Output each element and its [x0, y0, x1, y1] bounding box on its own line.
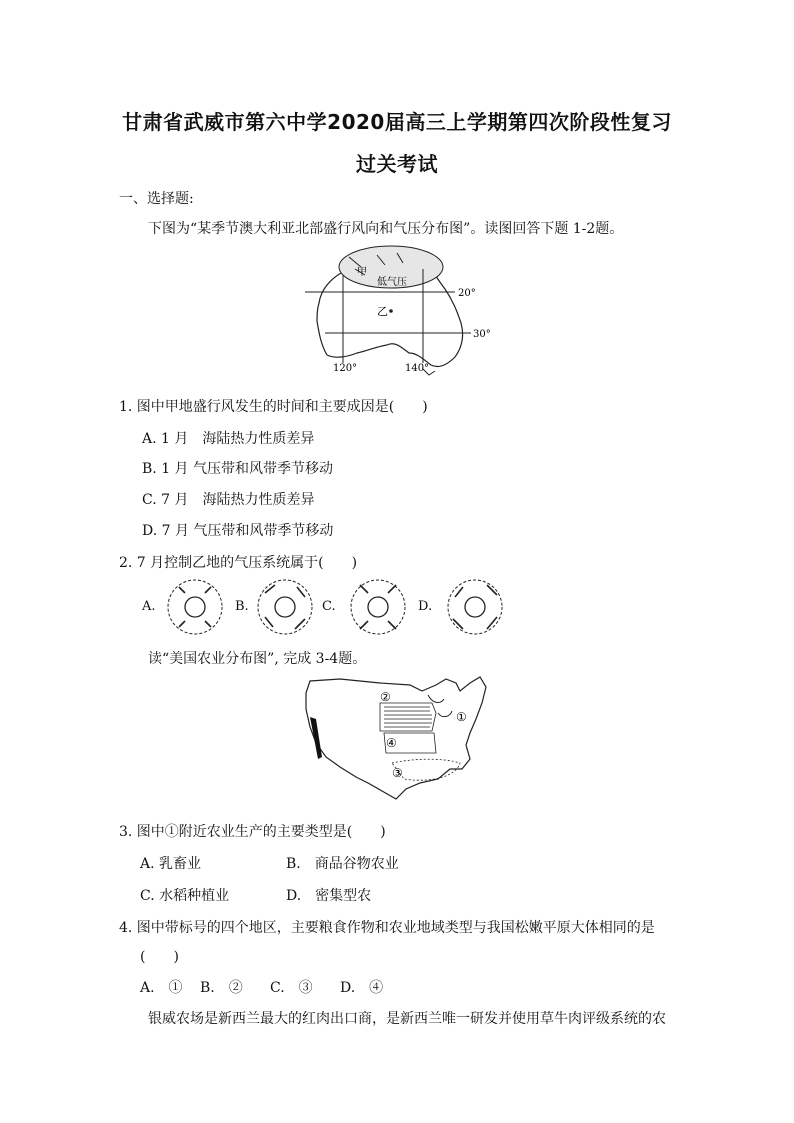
question-1-option-a[interactable]: A. 1 月 海陆热力性质差异 [142, 431, 315, 447]
question-2-stem: 2. 7 月控制乙地的气压系统属于( ) [119, 555, 358, 571]
section-heading: 一、选择题: [119, 191, 194, 207]
question-4-stem: 4. 图中带标号的四个地区，主要粮食作物和农业地域类型与我国松嫩平原大体相同的是 [119, 920, 655, 936]
page-title-line2: 过关考试 [356, 152, 438, 176]
next-passage-text: 银威农场是新西兰最大的红肉出口商，是新西兰唯一研发并使用草牛肉评级系统的农 [148, 1011, 666, 1027]
page-title-line1: 甘肃省武威市第六中学2020届高三上学期第四次阶段性复习 [122, 110, 672, 134]
map2-marker-3: ③ [392, 766, 403, 780]
intro-paragraph-2: 读“美国农业分布图”, 完成 3-4题。 [148, 651, 367, 667]
question-3-stem: 3. 图中①附近农业生产的主要类型是( ) [119, 824, 386, 840]
question-2-option-a[interactable]: A. [142, 599, 156, 614]
pressure-system-a-diagram [165, 577, 225, 637]
map2-marker-1: ① [456, 710, 467, 724]
map2-marker-4: ④ [386, 736, 397, 750]
question-3-option-d[interactable]: D. 密集型农 [286, 888, 372, 904]
map1-label-low: 低气压 [377, 277, 407, 288]
question-3-option-b[interactable]: B. 商品谷物农业 [286, 856, 399, 872]
question-2-option-d[interactable]: D. [418, 599, 433, 614]
intro-paragraph-1: 下图为“某季节澳大利亚北部盛行风向和气压分布图”。读图回答下题 1-2题。 [148, 221, 624, 237]
map1-lat-30: 30° [473, 329, 491, 340]
map1-lat-20: 20° [458, 288, 476, 299]
question-4-paren: ( ) [140, 949, 179, 965]
map2-marker-2: ② [380, 690, 391, 704]
question-1-option-d[interactable]: D. 7 月 气压带和风带季节移动 [142, 523, 334, 539]
question-4-option-a[interactable]: A. ① [140, 980, 183, 996]
question-1-option-b[interactable]: B. 1 月 气压带和风带季节移动 [142, 461, 333, 477]
question-4-option-b[interactable]: B. ② [200, 980, 243, 996]
australia-wind-map [305, 245, 500, 380]
map1-lon-140: 140° [405, 363, 430, 374]
question-3-option-a[interactable]: A. 乳畜业 [140, 856, 202, 872]
map1-label-jia: 甲 [357, 267, 367, 278]
map1-label-yi: 乙 [377, 305, 388, 318]
question-1-option-c[interactable]: C. 7 月 海陆热力性质差异 [142, 492, 315, 508]
question-4-option-c[interactable]: C. ③ [270, 980, 313, 996]
map1-lon-120: 120° [333, 363, 358, 374]
question-4-option-d[interactable]: D. ④ [340, 980, 384, 996]
question-2-option-b[interactable]: B. [235, 599, 249, 614]
question-2-option-c[interactable]: C. [322, 599, 336, 614]
pressure-system-c-diagram [348, 577, 408, 637]
pressure-system-b-diagram [255, 577, 315, 637]
pressure-system-d-diagram [445, 577, 505, 637]
question-3-option-c[interactable]: C. 水稻种植业 [140, 888, 230, 904]
question-1-stem: 1. 图中甲地盛行风发生的时间和主要成因是( ) [119, 399, 428, 415]
usa-agriculture-map [300, 673, 495, 808]
